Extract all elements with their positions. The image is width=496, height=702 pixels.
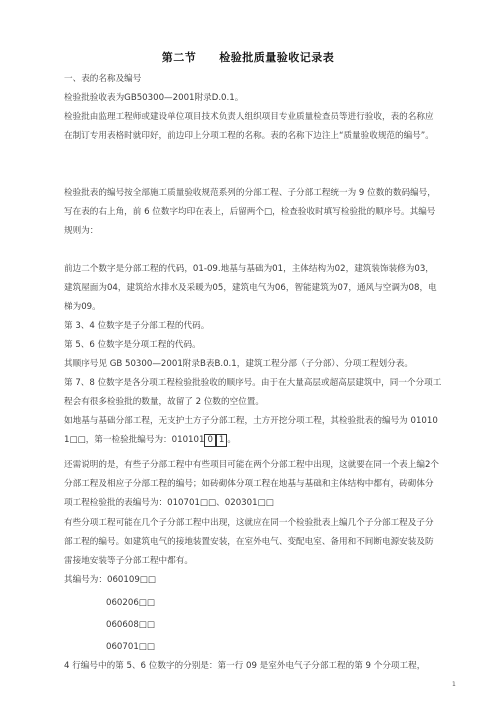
paragraph-11-text: 有些分项工程可能在几个子分部工程中出现，这就应在同一个检验批表上编几个子分部工程及子分部工程的编号。如建筑电气的接地装置安装，在室外电气、变配电室、备用和不间断电源安装及防雷接地安装等子分部工程中都有。 <box>64 518 434 566</box>
codes-label <box>64 571 156 590</box>
paragraph-12 <box>64 657 442 676</box>
paragraph-8 <box>64 374 442 412</box>
code-item: 060608□□ <box>106 620 156 630</box>
heading-table-name: 一、表的名称及编号 <box>64 74 142 84</box>
paragraph-9 <box>64 412 442 450</box>
paragraph-3-text: 检验批表的编号按全部施工质量验收规范系列的分部工程、子分部工程统一为 9 位数的数码编号，写在表的右上角，前 6 位数字均印在表上，后留两个□，检查验收时填写检验批的顺序号。其编号规则为： <box>64 188 436 236</box>
paragraph-10-text: 还需说明的是，有些子分部工程中有些项目可能在两个分部工程中出现，这就要在同一个表上编2个分部工程及相应子分部工程的编号；如砖砌体分项工程在地基与基础和主体结构中都有，砖砌体分项工程检验批的表编号为：010701□□、020301□□ <box>64 460 440 508</box>
code-item: 060206□□ <box>106 598 156 608</box>
paragraph-1: 检验批验收表为GB50300—2001附录D.0.1。 <box>64 93 244 103</box>
paragraph-9-end: 。 <box>227 435 236 445</box>
code-item: 060701□□ <box>106 642 156 652</box>
boxed-digit-1: 0 <box>204 434 215 447</box>
paragraph-7: 其顺序号见 GB 50300—2001附录B表B.0.1，建筑工程分部（子分部）、分项工程划分表。 <box>64 359 413 369</box>
paragraph-8-text: 第 7、8 位数字是各分项工程检验批验收的顺序号。由于在大量高层或超高层建筑中，同一个分项工程会有很多检验批的数量，故留了 2 位数的空位置。 <box>64 378 442 407</box>
paragraph-12-text: 4 行编号中的第 5、6 位数字的分别是：第一行 09 是室外电气子分部工程的第 9 个分项工程， <box>64 661 426 671</box>
paragraph-4-text: 前边二个数字是分部工程的代码，01-09.地基与基础为01，主体结构为02，建筑装饰装修为03，建筑屋面为04，建筑给水排水及采暖为05，建筑电气为06，智能建筑为07，通风与空调为08，电梯为09。 <box>64 264 437 312</box>
paragraph-10 <box>64 456 442 513</box>
paragraph-5: 第 3、4 位数字是子分部工程的代码。 <box>64 321 210 331</box>
section-title: 第二节 检验批质量验收记录表 <box>161 51 335 64</box>
paragraph-6: 第 5、6 位数字是分项工程的代码。 <box>64 340 201 350</box>
code-item: 060109□□ <box>106 575 157 585</box>
paragraph-2 <box>64 108 442 146</box>
paragraph-9-text: 如地基与基础分部工程，无支护土方子分部工程，土方开挖分项工程，其检验批表的编号为 010101□□，第一检验批编号为：010101 <box>64 416 438 445</box>
paragraph-3 <box>64 184 442 241</box>
paragraph-11 <box>64 514 442 571</box>
paragraph-2-text: 检验批由监理工程师或建设单位项目技术负责人组织项目专业质量检查员等进行验收，表的名称应在制订专用表格时就印好，前边印上分项工程的名称。表的名称下边注上“质量验收规范的编号”。 <box>64 112 434 141</box>
paragraph-4 <box>64 260 442 317</box>
boxed-digit-2: 1 <box>216 434 227 447</box>
codes-label-text: 其编号为： <box>64 575 107 585</box>
page-number: 1 <box>452 681 456 688</box>
